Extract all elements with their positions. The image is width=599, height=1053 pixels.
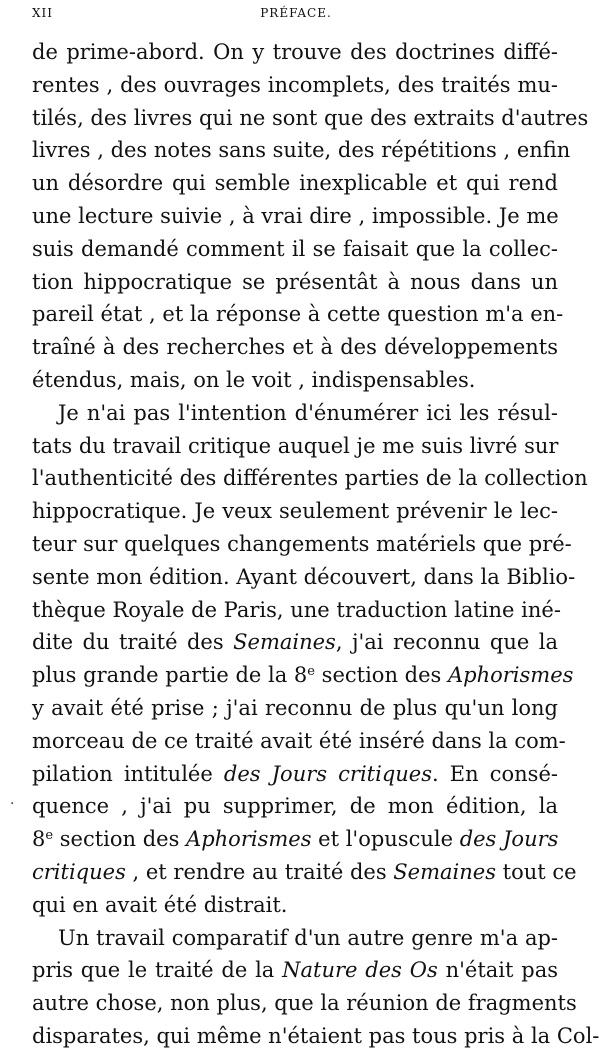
text-line: quence , j'ai pu supprimer, de mon édition, la	[32, 794, 558, 819]
text-segment: n'était pas	[437, 958, 558, 983]
running-head	[32, 6, 560, 28]
running-title: PRÉFACE.	[260, 6, 332, 20]
text-line: un désordre qui semble inexplicable et qui rend	[32, 171, 558, 196]
text-line: rentes , des ouvrages incomplets, des traités mu-	[32, 72, 558, 97]
text-line	[32, 758, 558, 791]
text-line	[32, 659, 574, 692]
text-segment: section des	[53, 827, 187, 852]
text-line: thèque Royale de Paris, une traduction latine iné-	[32, 597, 561, 622]
text-segment: section des	[315, 663, 448, 688]
text-segment: plus grande partie de la 8	[32, 663, 308, 688]
text-line: teur sur quelques changements matériels que pré-	[32, 531, 572, 556]
italic-title: Semaines	[393, 859, 496, 884]
italic-title: Semaines	[233, 630, 336, 655]
text-line: y avait été prise ; j'ai reconnu de plus qu'un long	[32, 695, 558, 720]
text-line	[32, 954, 558, 987]
text-line: disparates, qui même n'étaient pas tous pris à la Col-	[32, 1023, 599, 1048]
text-line: sente mon édition. Ayant découvert, dans la Biblio-	[32, 564, 576, 589]
text-line: qui en avait été distrait.	[32, 892, 288, 917]
text-line: Je n'ai pas l'intention d'énumérer ici les résul-	[58, 400, 558, 425]
text-line: étendus, mais, on le voit , indispensables.	[32, 367, 476, 392]
superscript: e	[307, 664, 315, 680]
text-segment: dite du traité des	[32, 630, 234, 655]
text-line: Un travail comparatif d'un autre genre m'a ap-	[58, 925, 558, 950]
text-line: autre chose, non plus, que la réunion de fragments	[32, 991, 577, 1016]
text-line: traîné à des recherches et à des développements	[32, 335, 558, 360]
text-line	[32, 856, 577, 889]
body-text	[32, 36, 599, 1053]
text-line	[32, 626, 558, 659]
text-line: une lecture suivie , à vrai dire , impossible. Je me	[32, 203, 559, 228]
text-segment: pris que le traité de la	[32, 958, 283, 983]
italic-title: Nature des Os	[282, 958, 438, 983]
text-line	[32, 823, 558, 856]
text-line: suis demandé comment il se faisait que la collec-	[32, 236, 558, 261]
text-line: livres , des notes sans suite, des répétitions , enfin	[32, 138, 571, 163]
text-segment: , j'ai reconnu que la	[335, 630, 558, 655]
text-line: pareil état , et la réponse à cette question m'a en-	[32, 302, 564, 327]
text-line: tion hippocratique se présentât à nous dans un	[32, 269, 558, 294]
page-number: XII	[32, 6, 54, 20]
text-line: tats du travail critique auquel je me suis livré sur	[32, 433, 559, 458]
text-line: l'authenticité des différentes parties de la collection	[32, 466, 588, 491]
italic-title: Aphorismes	[186, 827, 312, 852]
text-segment: . En consé-	[432, 761, 558, 786]
text-segment: et l'opuscule	[311, 827, 460, 852]
margin-mark: ·	[10, 796, 15, 812]
text-line: de prime-abord. On y trouve des doctrines diffé-	[32, 40, 558, 64]
text-line: hippocratique. Je veux seulement prévenir le lec-	[32, 499, 558, 524]
text-segment: , et rendre au traité des	[125, 859, 394, 884]
text-segment: 8	[32, 827, 46, 852]
superscript: e	[45, 828, 54, 844]
italic-title: critiques	[32, 859, 126, 884]
text-line: morceau de ce traité avait été inséré dans la com-	[32, 728, 566, 753]
text-line: tilés, des livres qui ne sont que des extraits d'autres	[32, 105, 589, 130]
text-segment: tout ce	[496, 859, 577, 884]
italic-title: des Jours	[459, 827, 559, 852]
italic-title: des Jours critiques	[223, 761, 432, 786]
italic-title: Aphorismes	[447, 663, 574, 688]
text-segment: pilation intitulée	[32, 761, 224, 786]
